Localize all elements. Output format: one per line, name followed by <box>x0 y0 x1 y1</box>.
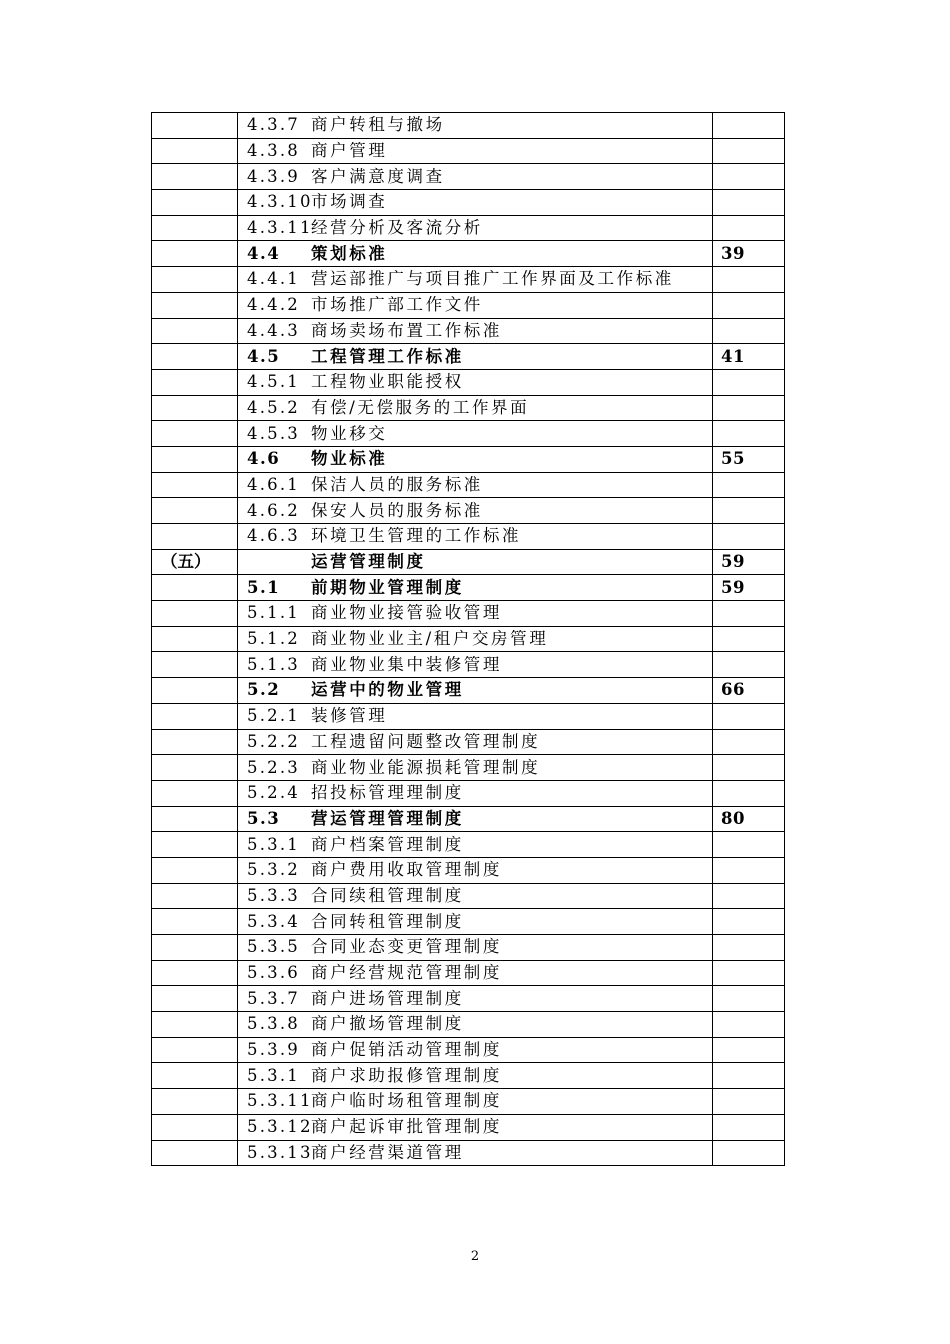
toc-row <box>152 755 785 781</box>
toc-entry-number: 4.6 <box>247 449 281 469</box>
toc-chapter-cell <box>152 652 238 678</box>
toc-row <box>152 524 785 550</box>
toc-page-cell <box>713 1089 785 1115</box>
toc-entry-title: 商户撤场管理制度 <box>311 1014 464 1034</box>
toc-chapter-cell <box>152 215 238 241</box>
toc-row <box>152 883 785 909</box>
toc-entry-number: 5.3.3 <box>247 885 300 905</box>
toc-entry-cell <box>238 575 713 601</box>
toc-entry-title: 环境卫生管理的工作标准 <box>311 526 522 546</box>
toc-row <box>152 909 785 935</box>
toc-entry-title: 商户促销活动管理制度 <box>311 1040 502 1060</box>
toc-entry-cell <box>238 1037 713 1063</box>
toc-entry-title: 合同业态变更管理制度 <box>311 937 502 957</box>
toc-row <box>152 780 785 806</box>
toc-entry-number: 5.1 <box>247 577 281 597</box>
toc-entry-title: 商户转租与撤场 <box>311 115 445 135</box>
toc-row <box>152 703 785 729</box>
toc-row <box>152 138 785 164</box>
toc-entry-number: 5.2.1 <box>247 706 300 726</box>
toc-entry-cell <box>238 344 713 370</box>
toc-page-cell: 41 <box>713 344 785 370</box>
toc-page-cell <box>713 703 785 729</box>
toc-page-cell: 59 <box>713 549 785 575</box>
toc-row <box>152 1089 785 1115</box>
toc-entry-number: 5.2.3 <box>247 757 300 777</box>
page-number: 2 <box>470 1249 480 1264</box>
toc-entry-number: 5.3 <box>247 808 281 828</box>
toc-chapter-cell <box>152 678 238 704</box>
toc-entry-cell <box>238 780 713 806</box>
toc-chapter-cell <box>152 780 238 806</box>
toc-entry-cell <box>238 164 713 190</box>
toc-row <box>152 421 785 447</box>
toc-entry-cell <box>238 524 713 550</box>
toc-section-row <box>152 344 785 370</box>
toc-entry-title: 经营分析及客流分析 <box>311 218 483 238</box>
toc-entry-cell <box>238 267 713 293</box>
toc-entry-cell <box>238 678 713 704</box>
toc-chapter-cell <box>152 755 238 781</box>
toc-page-cell <box>713 909 785 935</box>
toc-page-cell <box>713 857 785 883</box>
toc-entry-number: 5.1.1 <box>247 603 300 623</box>
toc-chapter-cell <box>152 395 238 421</box>
toc-chapter-cell <box>152 267 238 293</box>
toc-entry-cell <box>238 601 713 627</box>
toc-page-cell <box>713 395 785 421</box>
toc-section-row <box>152 549 785 575</box>
toc-entry-title: 商业物业业主/租户交房管理 <box>311 629 549 649</box>
toc-entry-number: 5.3.9 <box>247 1040 300 1060</box>
toc-entry-cell <box>238 1114 713 1140</box>
toc-chapter-cell <box>152 729 238 755</box>
toc-row <box>152 472 785 498</box>
toc-entry-cell <box>238 1140 713 1166</box>
toc-page-cell <box>713 215 785 241</box>
toc-page-cell <box>713 369 785 395</box>
toc-entry-number: 4.5.1 <box>247 372 300 392</box>
toc-page-cell: 59 <box>713 575 785 601</box>
toc-page-cell <box>713 164 785 190</box>
toc-row <box>152 318 785 344</box>
toc-entry-title: 有偿/无偿服务的工作界面 <box>311 397 530 417</box>
toc-section-row <box>152 446 785 472</box>
toc-row <box>152 960 785 986</box>
toc-body <box>152 113 785 1166</box>
toc-entry-number: 5.3.5 <box>247 937 300 957</box>
toc-entry-title: 合同转租管理制度 <box>311 911 464 931</box>
toc-entry-cell <box>238 498 713 524</box>
toc-row <box>152 729 785 755</box>
toc-row <box>152 832 785 858</box>
toc-entry-number: 5.3.1 <box>247 1065 300 1085</box>
toc-entry-cell <box>238 729 713 755</box>
toc-entry-number: 5.3.2 <box>247 860 300 880</box>
toc-entry-cell <box>238 446 713 472</box>
toc-entry-title: 营运部推广与项目推广工作界面及工作标准 <box>311 269 674 289</box>
toc-entry-title: 商户费用收取管理制度 <box>311 860 502 880</box>
toc-page-cell <box>713 986 785 1012</box>
toc-page-cell <box>713 652 785 678</box>
toc-entry-cell <box>238 395 713 421</box>
toc-entry-number: 4.3.8 <box>247 141 300 161</box>
toc-entry-cell <box>238 369 713 395</box>
toc-entry-title: 商业物业接管验收管理 <box>311 603 502 623</box>
toc-entry-title: 商户求助报修管理制度 <box>311 1065 502 1085</box>
toc-row <box>152 113 785 139</box>
toc-entry-cell <box>238 909 713 935</box>
toc-section-row <box>152 678 785 704</box>
toc-page-cell <box>713 472 785 498</box>
toc-entry-number: 4.6.3 <box>247 526 300 546</box>
toc-chapter-cell <box>152 909 238 935</box>
toc-chapter-cell <box>152 138 238 164</box>
toc-page-cell <box>713 318 785 344</box>
toc-entry-cell <box>238 832 713 858</box>
toc-page-cell: 39 <box>713 241 785 267</box>
toc-entry-cell <box>238 1089 713 1115</box>
toc-entry-title: 商户管理 <box>311 141 388 161</box>
toc-entry-title: 策划标准 <box>311 243 388 263</box>
toc-page-cell <box>713 729 785 755</box>
toc-entry-title: 商户进场管理制度 <box>311 988 464 1008</box>
toc-entry-number: 5.2.4 <box>247 783 300 803</box>
toc-entry-cell <box>238 318 713 344</box>
toc-entry-title: 前期物业管理制度 <box>311 577 464 597</box>
toc-page-cell: 66 <box>713 678 785 704</box>
toc-entry-cell <box>238 960 713 986</box>
toc-entry-cell <box>238 626 713 652</box>
toc-entry-cell <box>238 883 713 909</box>
toc-page-cell <box>713 883 785 909</box>
toc-entry-cell <box>238 113 713 139</box>
toc-entry-cell <box>238 755 713 781</box>
toc-page-cell <box>713 138 785 164</box>
toc-row <box>152 1063 785 1089</box>
toc-page-cell <box>713 755 785 781</box>
toc-chapter-cell <box>152 1140 238 1166</box>
toc-row <box>152 986 785 1012</box>
toc-entry-title: 商户经营规范管理制度 <box>311 963 502 983</box>
toc-entry-cell <box>238 421 713 447</box>
toc-entry-cell <box>238 190 713 216</box>
toc-page-cell <box>713 1063 785 1089</box>
toc-page-cell <box>713 780 785 806</box>
toc-row <box>152 190 785 216</box>
toc-row <box>152 601 785 627</box>
toc-entry-number: 4.3.10 <box>247 192 313 212</box>
toc-chapter-cell <box>152 1063 238 1089</box>
toc-entry-number: 4.4.1 <box>247 269 300 289</box>
toc-entry-number: 5.3.6 <box>247 963 300 983</box>
toc-chapter-cell <box>152 446 238 472</box>
toc-entry-number: 5.3.1 <box>247 834 300 854</box>
toc-chapter-cell <box>152 601 238 627</box>
toc-entry-title: 运营中的物业管理 <box>311 680 464 700</box>
toc-entry-number: 5.1.3 <box>247 654 300 674</box>
toc-entry-cell <box>238 806 713 832</box>
toc-entry-number: 5.3.7 <box>247 988 300 1008</box>
toc-row <box>152 626 785 652</box>
toc-entry-number: 4.3.11 <box>247 218 313 238</box>
toc-entry-title: 保洁人员的服务标准 <box>311 474 483 494</box>
toc-chapter-cell <box>152 575 238 601</box>
toc-chapter-cell <box>152 241 238 267</box>
toc-row <box>152 395 785 421</box>
toc-page-cell <box>713 292 785 318</box>
toc-page-cell <box>713 1114 785 1140</box>
toc-chapter-cell <box>152 472 238 498</box>
toc-page-cell <box>713 190 785 216</box>
toc-row <box>152 369 785 395</box>
toc-entry-number: 5.3.4 <box>247 911 300 931</box>
toc-chapter-cell <box>152 857 238 883</box>
toc-row <box>152 267 785 293</box>
toc-entry-number: 5.3.8 <box>247 1014 300 1034</box>
toc-entry-number: 5.2.2 <box>247 731 300 751</box>
toc-entry-number: 4.6.1 <box>247 474 300 494</box>
toc-row <box>152 498 785 524</box>
toc-chapter-cell <box>152 1089 238 1115</box>
toc-section-row <box>152 241 785 267</box>
toc-chapter-cell <box>152 292 238 318</box>
toc-entry-number: 5.3.11 <box>247 1091 313 1111</box>
toc-entry-number: 4.4 <box>247 243 281 263</box>
toc-chapter-cell <box>152 113 238 139</box>
toc-chapter-cell <box>152 806 238 832</box>
toc-chapter-cell <box>152 190 238 216</box>
toc-chapter-cell <box>152 344 238 370</box>
toc-page-cell <box>713 1037 785 1063</box>
toc-section-row <box>152 806 785 832</box>
toc-entry-number: 5.2 <box>247 680 281 700</box>
toc-page-cell <box>713 935 785 961</box>
toc-chapter-cell <box>152 986 238 1012</box>
toc-page-cell <box>713 832 785 858</box>
toc-row <box>152 652 785 678</box>
toc-page-cell <box>713 524 785 550</box>
toc-entry-title: 客户满意度调查 <box>311 166 445 186</box>
toc-entry-number: 4.4.3 <box>247 320 300 340</box>
toc-chapter-cell <box>152 883 238 909</box>
toc-entry-cell <box>238 472 713 498</box>
toc-entry-number: 4.3.7 <box>247 115 300 135</box>
toc-entry-number: 4.6.2 <box>247 500 300 520</box>
toc-page-cell <box>713 1140 785 1166</box>
toc-page-cell <box>713 960 785 986</box>
toc-chapter-cell <box>152 498 238 524</box>
toc-entry-title: 商户临时场租管理制度 <box>311 1091 502 1111</box>
toc-entry-number: 4.4.2 <box>247 295 300 315</box>
toc-row <box>152 1140 785 1166</box>
toc-entry-title: 物业移交 <box>311 423 388 443</box>
toc-chapter-cell <box>152 421 238 447</box>
toc-entry-title: 商户起诉审批管理制度 <box>311 1117 502 1137</box>
toc-entry-title: 市场调查 <box>311 192 388 212</box>
toc-page-cell <box>713 421 785 447</box>
toc-chapter-cell <box>152 164 238 190</box>
toc-entry-title: 市场推广部工作文件 <box>311 295 483 315</box>
toc-entry-number: 4.3.9 <box>247 166 300 186</box>
toc-entry-title: 工程遗留问题整改管理制度 <box>311 731 541 751</box>
toc-entry-number: 5.3.12 <box>247 1117 313 1137</box>
toc-page-cell <box>713 498 785 524</box>
toc-entry-cell <box>238 986 713 1012</box>
toc-page-cell <box>713 1012 785 1038</box>
toc-entry-title: 商业物业集中装修管理 <box>311 654 502 674</box>
toc-row <box>152 1037 785 1063</box>
toc-chapter-cell: （五） <box>152 549 238 575</box>
toc-entry-cell <box>238 703 713 729</box>
toc-entry-title: 营运管理管理制度 <box>311 808 464 828</box>
toc-entry-title: 商业物业能源损耗管理制度 <box>311 757 541 777</box>
toc-entry-cell <box>238 935 713 961</box>
toc-row <box>152 1114 785 1140</box>
toc-section-row <box>152 575 785 601</box>
toc-entry-cell <box>238 215 713 241</box>
toc-page-cell <box>713 626 785 652</box>
toc-entry-number: 4.5.2 <box>247 397 300 417</box>
toc-page-cell: 80 <box>713 806 785 832</box>
toc-entry-title: 商户经营渠道管理 <box>311 1142 464 1162</box>
toc-chapter-cell <box>152 960 238 986</box>
toc-entry-cell <box>238 1063 713 1089</box>
toc-entry-title: 商户档案管理制度 <box>311 834 464 854</box>
toc-row <box>152 935 785 961</box>
toc-chapter-cell <box>152 369 238 395</box>
toc-entry-title: 装修管理 <box>311 706 388 726</box>
toc-page-cell <box>713 113 785 139</box>
toc-page-cell: 55 <box>713 446 785 472</box>
toc-chapter-cell <box>152 1114 238 1140</box>
toc-chapter-cell <box>152 318 238 344</box>
toc-entry-cell <box>238 1012 713 1038</box>
toc-row <box>152 215 785 241</box>
toc-entry-title: 合同续租管理制度 <box>311 885 464 905</box>
toc-entry-cell <box>238 857 713 883</box>
toc-entry-number: 4.5.3 <box>247 423 300 443</box>
toc-entry-title: 工程物业职能授权 <box>311 372 464 392</box>
toc-entry-title: 运营管理制度 <box>311 552 426 572</box>
toc-chapter-cell <box>152 524 238 550</box>
toc-row <box>152 292 785 318</box>
toc-row <box>152 164 785 190</box>
toc-page-cell <box>713 601 785 627</box>
toc-row <box>152 857 785 883</box>
toc-chapter-cell <box>152 1037 238 1063</box>
toc-chapter-cell <box>152 703 238 729</box>
toc-chapter-cell <box>152 1012 238 1038</box>
toc-entry-title: 商场卖场布置工作标准 <box>311 320 502 340</box>
toc-entry-number: 4.5 <box>247 346 281 366</box>
toc-entry-title: 招投标管理理制度 <box>311 783 464 803</box>
toc-entry-number: 5.1.2 <box>247 629 300 649</box>
toc-entry-cell <box>238 549 713 575</box>
toc-entry-cell <box>238 138 713 164</box>
toc-chapter-cell <box>152 935 238 961</box>
toc-entry-cell <box>238 652 713 678</box>
toc-chapter-cell <box>152 832 238 858</box>
toc-chapter-cell <box>152 626 238 652</box>
toc-entry-number: 5.3.13 <box>247 1142 313 1162</box>
toc-row <box>152 1012 785 1038</box>
toc-entry-title: 物业标准 <box>311 449 388 469</box>
toc-table <box>151 112 785 1166</box>
toc-page-cell <box>713 267 785 293</box>
toc-entry-cell <box>238 292 713 318</box>
toc-entry-cell <box>238 241 713 267</box>
toc-entry-title: 工程管理工作标准 <box>311 346 464 366</box>
toc-entry-title: 保安人员的服务标准 <box>311 500 483 520</box>
